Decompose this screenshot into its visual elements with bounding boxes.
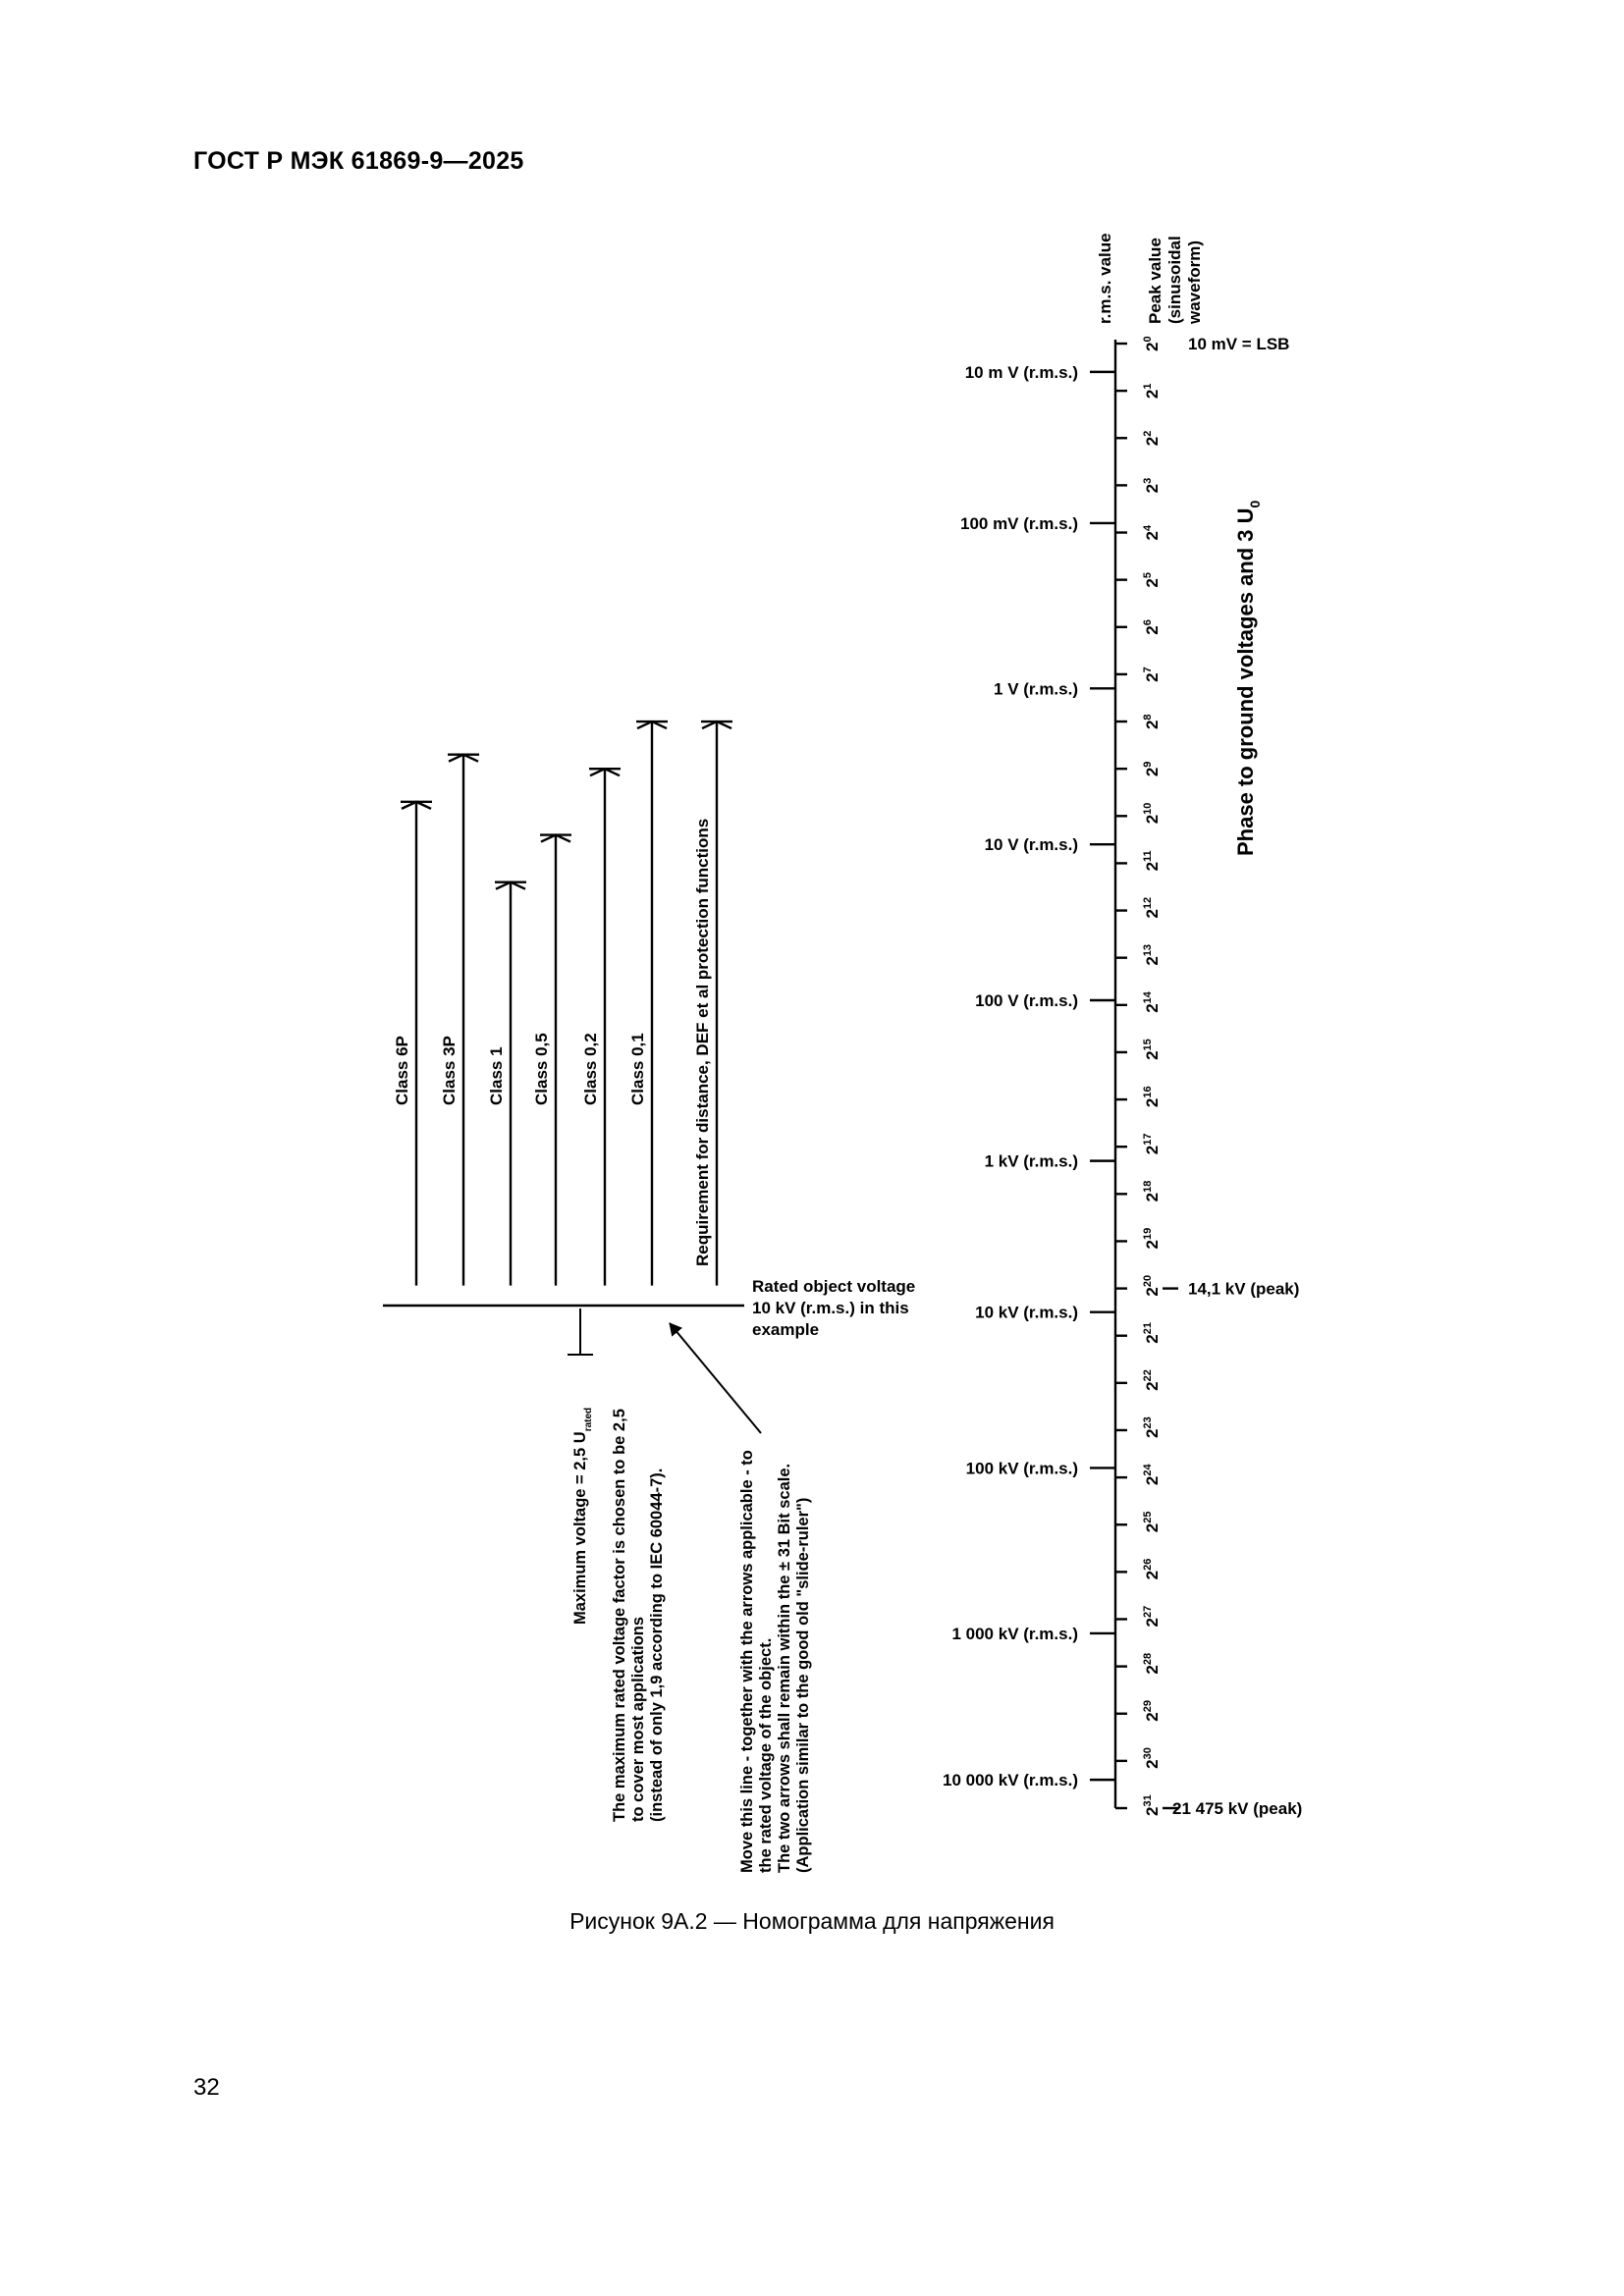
factor-note-line-3: (instead of only 1,9 according to IEC 60044-7). <box>648 1468 666 1822</box>
bit-power-label: $2^{30}$ <box>1142 1747 1162 1769</box>
peak-scale-marks <box>1163 1280 1302 1818</box>
rms-label: 10 V (r.m.s.) <box>984 835 1078 855</box>
rms-label: 1 kV (r.m.s.) <box>984 1151 1078 1171</box>
rms-column-header: r.m.s. value <box>1096 233 1114 324</box>
class-label: Class 0,1 <box>628 1033 647 1105</box>
page-number: 32 <box>193 2074 220 2101</box>
bit-power-label: $2^{15}$ <box>1142 1039 1162 1060</box>
peak-label: 14,1 kV (peak) <box>1188 1279 1300 1299</box>
rated-label-line-3: example <box>752 1320 820 1339</box>
rms-scale-marks <box>943 363 1115 1789</box>
bit-power-label: $2^2$ <box>1142 430 1162 447</box>
rms-label: 10 kV (r.m.s.) <box>975 1303 1078 1322</box>
side-title-subscript: 0 <box>1247 500 1263 508</box>
bit-power-label: $2^{19}$ <box>1142 1227 1162 1250</box>
factor-note-line-2: to cover most applications <box>629 1616 647 1822</box>
bit-power-label: $2^{23}$ <box>1142 1416 1162 1438</box>
bit-power-label: $2^{28}$ <box>1142 1652 1162 1675</box>
bit-power-label: $2^{21}$ <box>1142 1321 1162 1344</box>
max-voltage-label <box>571 1408 594 1625</box>
class-label: Class 0,5 <box>532 1033 551 1105</box>
bit-power-label: $2^1$ <box>1142 383 1162 400</box>
document-header: ГОСТ Р МЭК 61869-9—2025 <box>193 147 524 175</box>
bit-power-label: $2^0$ <box>1142 336 1162 351</box>
bit-power-label: $2^{31}$ <box>1142 1794 1162 1816</box>
bit-power-label: $2^3$ <box>1142 477 1162 494</box>
class-label: Class 1 <box>487 1046 506 1105</box>
bit-power-label: $2^4$ <box>1142 524 1162 541</box>
rated-label-line-2: 10 kV (r.m.s.) in this <box>752 1299 909 1317</box>
peak-header-line-3: waveform) <box>1185 240 1204 324</box>
class-label: Requirement for distance, DEF et al protection functions <box>693 818 712 1266</box>
move-line-arrow <box>670 1323 761 1433</box>
bit-power-label: $2^{11}$ <box>1142 850 1162 872</box>
figure-caption: Рисунок 9А.2 — Номограмма для напряжения <box>569 1908 1055 1934</box>
factor-note-line-1: The maximum rated voltage factor is chosen to be 2,5 <box>611 1409 628 1822</box>
bit-power-label: $2^{14}$ <box>1142 991 1162 1013</box>
bit-power-label: $2^{24}$ <box>1142 1464 1162 1486</box>
rms-label: 10 000 kV (r.m.s.) <box>943 1771 1078 1790</box>
peak-label: 21 475 kV (peak) <box>1172 1799 1303 1818</box>
rms-label: 100 V (r.m.s.) <box>975 990 1078 1010</box>
bit-power-label: $2^{25}$ <box>1142 1511 1162 1533</box>
max-voltage-subscript: rated <box>583 1407 594 1432</box>
bit-power-label: $2^{12}$ <box>1142 896 1162 919</box>
move-note-line-3: The two arrows shall remain within the ± 31 Bit scale. <box>776 1463 793 1873</box>
rated-object-voltage-label <box>752 1277 920 1339</box>
bit-power-label: $2^{29}$ <box>1142 1700 1162 1722</box>
bit-power-label: $2^{20}$ <box>1142 1274 1162 1297</box>
rms-label: 100 mV (r.m.s.) <box>959 513 1078 533</box>
bit-power-label: $2^{18}$ <box>1142 1180 1162 1202</box>
class-label: Class 6P <box>393 1036 411 1105</box>
rms-label: 100 kV (r.m.s.) <box>965 1459 1078 1478</box>
bit-power-label: $2^5$ <box>1142 572 1162 588</box>
lsb-label: 10 mV = LSB <box>1188 335 1290 353</box>
bit-power-label: $2^7$ <box>1142 667 1162 682</box>
peak-header-line-1: Peak value <box>1146 238 1164 324</box>
side-title-main: Phase to ground voltages and 3 U <box>1233 507 1258 856</box>
rms-label: 1 V (r.m.s.) <box>994 679 1078 699</box>
bit-power-label: $2^{26}$ <box>1142 1558 1162 1580</box>
rms-label: 10 m V (r.m.s.) <box>964 362 1078 382</box>
bit-power-label: $2^{16}$ <box>1142 1086 1162 1108</box>
peak-column-header <box>1146 232 1204 325</box>
bit-scale-ticks <box>1115 336 1162 1816</box>
max-voltage-factor-note <box>611 1405 666 1822</box>
peak-header-line-2: (sinusoidal <box>1165 236 1184 324</box>
bit-power-label: $2^{27}$ <box>1142 1605 1162 1628</box>
move-note-line-2: the rated voltage of the object. <box>757 1637 775 1873</box>
side-title <box>1233 500 1263 856</box>
move-line-note <box>738 1446 812 1873</box>
bit-power-label: $2^{22}$ <box>1142 1369 1162 1391</box>
move-note-line-4: (Application similar to the good old "slide-ruler") <box>794 1497 812 1873</box>
bit-power-label: $2^8$ <box>1142 714 1162 730</box>
accuracy-class-lines <box>393 721 732 1286</box>
class-label: Class 3P <box>440 1036 459 1105</box>
bit-power-label: $2^{13}$ <box>1142 943 1162 966</box>
max-voltage-main: Maximum voltage = 2,5 U <box>571 1431 589 1625</box>
bit-power-label: $2^9$ <box>1142 761 1162 777</box>
move-note-line-1: Move this line - together with the arrows applicable - to <box>738 1450 756 1873</box>
bit-power-label: $2^6$ <box>1142 619 1162 635</box>
bit-power-label: $2^{17}$ <box>1142 1133 1162 1155</box>
rms-label: 1 000 kV (r.m.s.) <box>951 1624 1078 1643</box>
rated-label-line-1: Rated object voltage <box>752 1277 916 1296</box>
class-label: Class 0,2 <box>581 1033 600 1105</box>
bit-power-label: $2^{10}$ <box>1142 802 1162 825</box>
